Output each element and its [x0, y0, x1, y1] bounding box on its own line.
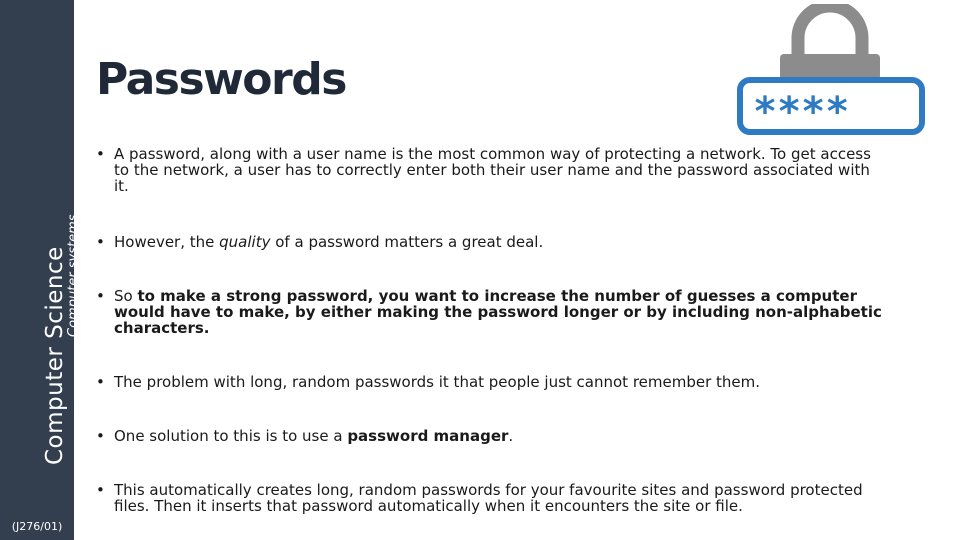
strong-text: password manager [347, 427, 509, 445]
bullet-item: • One solution to this is to use a password manager. [96, 427, 514, 445]
topic-label: Computer systems [66, 214, 81, 337]
password-lock-icon [736, 4, 926, 138]
strong-text: to make a strong password, you want to increase the number of guesses a computer would have to make, by either making the password longer or by including non-alphabetic characters. [114, 287, 882, 337]
spec-code: (J276/01) [11, 520, 63, 533]
sidebar [0, 0, 81, 540]
masked-password-text: ****_ [753, 89, 874, 135]
emphasis-text: quality [219, 233, 271, 251]
bullet-item: • A password, along with a user name is the most common way of protecting a network. To get access to the network, a user has to correctly enter both their user name and the password associated with it. [96, 145, 871, 195]
subject-label: Computer Science [42, 246, 68, 465]
bullet-item: • However, the quality of a password matters a great deal. [96, 233, 544, 251]
page-title: Passwords [96, 54, 346, 105]
bullet-item: • So to make a strong password, you want to increase the number of guesses a computer would have to make, by either making the password longer or by including non-alphabetic characters. [96, 287, 882, 337]
bullet-item: • The problem with long, random passwords it that people just cannot remember them. [96, 373, 761, 391]
bullet-item: • This automatically creates long, random passwords for your favourite sites and password protected files. Then it inserts that password automatically when it encounters the site or file. [96, 481, 863, 515]
